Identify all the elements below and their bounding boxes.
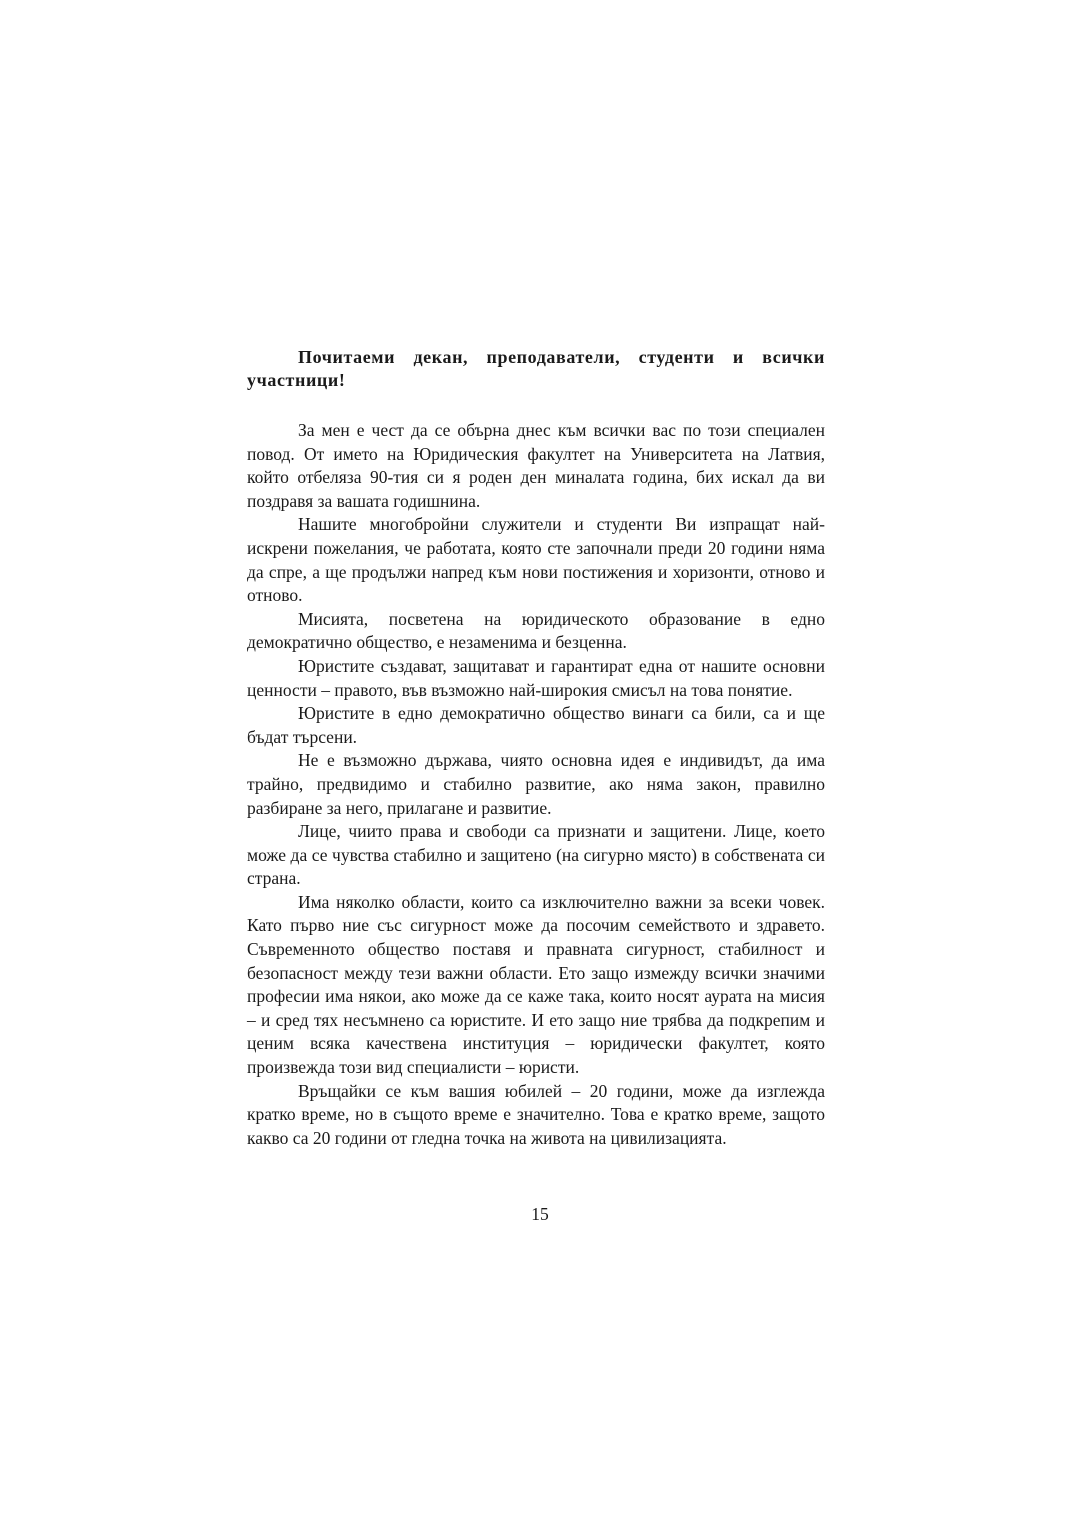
paragraph: Лице, чиито права и свободи са признати и защитени. Лице, което може да се чувства стабилно и защитено (на сигурно място) в собствената си страна. bbox=[247, 821, 825, 889]
paragraph: Нашите многобройни служители и студенти Ви изпращат най-искрени пожелания, че работата, която сте започнали преди 20 години няма да спре, а ще продължи напред към нови постижения и хоризонти, отново и отново. bbox=[247, 514, 825, 606]
letter-body bbox=[247, 419, 825, 1150]
paragraph: За мен е чест да се обърна днес към всички вас по този специален повод. От името на Юридическия факултет на Университета на Латвия, който отбеляза 90-тия си я роден ден миналата година, бих искал да ви поздравя за вашата годишнина. bbox=[247, 420, 825, 511]
paragraph: Връщайки се към вашия юбилей – 20 години, може да изглежда кратко време, но в същото време е значително. Това е кратко време, защото какво са 20 години от гледна точка на живота на цивилизацията. bbox=[247, 1080, 825, 1148]
paragraph: Юристите създават, защитават и гарантират една от нашите основни ценности – правото, във възможно най-широкия смисъл на това понятие. bbox=[247, 655, 825, 700]
paragraph: Юристите в едно демократично общество винаги са били, са и ще бъдат търсени. bbox=[247, 703, 825, 747]
document-page bbox=[247, 346, 825, 1150]
paragraph: Мисията, посветена на юридическото образование в едно демократично общество, е незаменима и безценна. bbox=[247, 608, 825, 653]
page-number: 15 bbox=[531, 1204, 549, 1224]
paragraph: Не е възможно държава, чиято основна идея е индивидът, да има трайно, предвидимо и стабилно развитие, ако няма закон, правилно разбиране за него, прилагане и развитие. bbox=[247, 750, 825, 818]
greeting-heading: Почитаеми декан, преподаватели, студенти и всички участници! bbox=[247, 347, 825, 390]
paragraph: Има няколко области, които са изключително важни за всеки човек. Като първо ние със сигурност може да посочим семейството и здравето. Съвременното общество поставя и правната сигурност, стабилност и безопасност между тези важни области. Ето защо измежду всички значими професии има някои, ако може да се каже така, които носят аурата на мисия – и сред тях несъмнено са юристите. И ето защо ние трябва да подкрепим и ценим всяка качествена институция – юридически факултет, която произвежда този вид специалисти – юристи. bbox=[247, 891, 825, 1078]
